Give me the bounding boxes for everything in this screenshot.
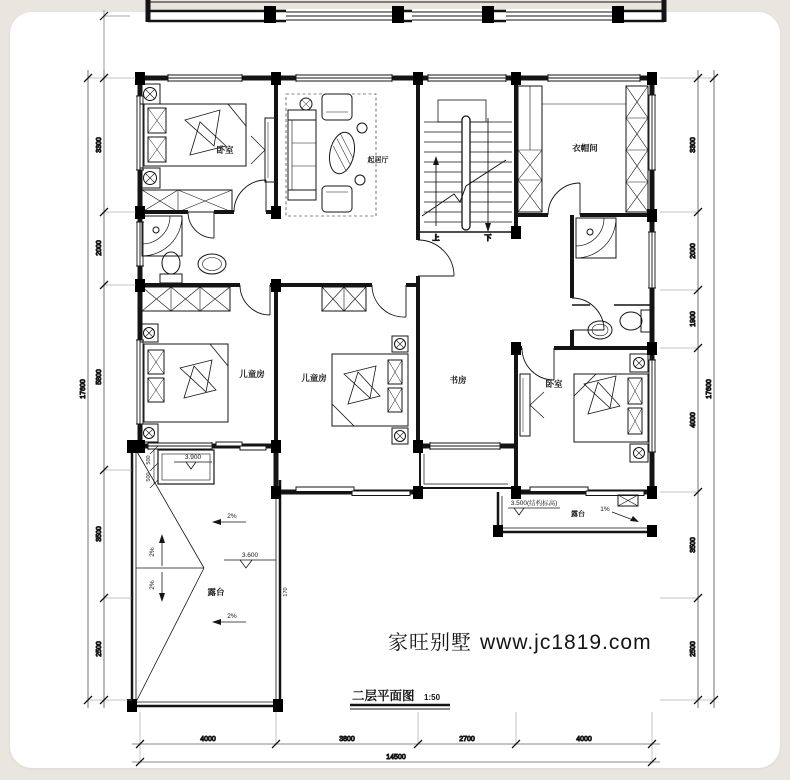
stair-down-label: 下	[484, 235, 492, 242]
dim-bottom-3: 4000	[576, 736, 592, 743]
rug	[286, 94, 376, 216]
slope-left-upper: 2%	[149, 547, 156, 557]
level-marker-terrace-left	[240, 560, 252, 568]
dim-bottom-1: 3800	[339, 736, 355, 743]
bed-bedroom-right	[574, 354, 648, 462]
terrace-left	[132, 446, 280, 706]
bed-kids-room-mid	[332, 336, 408, 444]
label-terrace-left: 露台	[207, 587, 225, 597]
title-block	[350, 688, 450, 709]
label-kids-room-mid: 儿童房	[301, 373, 327, 383]
label-cloakroom: 衣帽间	[572, 143, 598, 153]
dimension-chain-left	[80, 70, 136, 708]
dim-right-5: 2500	[690, 641, 697, 657]
slope-left-lower: 2%	[149, 580, 156, 590]
study-balcony	[420, 450, 512, 488]
balcony-landing	[150, 446, 214, 488]
level-marker-balcony	[186, 462, 196, 469]
bed-bedroom-top-left	[140, 84, 246, 188]
drawing-scale: 1:50	[424, 693, 441, 702]
toilet-left	[160, 274, 182, 283]
dim-balcony-a: 500	[146, 455, 152, 465]
dim-bottom-2: 2700	[459, 736, 475, 743]
level-terrace-left: 3.600	[241, 552, 259, 559]
terrace-slope-lines	[136, 450, 204, 702]
dim-bottom-0: 4000	[200, 736, 216, 743]
upper-plan-fragment	[100, 0, 664, 70]
label-living-hall: 起居厅	[367, 157, 389, 164]
label-terrace-right: 露台	[571, 511, 585, 518]
dim-right-3: 4000	[690, 412, 697, 428]
dim-bottom-total: 14500	[386, 754, 406, 761]
label-kids-room-left: 儿童房	[239, 369, 265, 379]
dimension-chain-right	[660, 70, 718, 708]
dim-left-0: 3300	[96, 137, 103, 153]
dim-left-1: 2000	[96, 240, 103, 256]
level-marker-terrace-right	[514, 508, 524, 515]
dim-left-total: 17600	[80, 379, 87, 399]
slope-arrows	[159, 519, 246, 625]
dim-right-4: 3500	[690, 537, 697, 553]
dim-left-2: 5800	[96, 369, 103, 385]
dimension-chain-bottom	[132, 712, 660, 766]
drawing-title: 二层平面图	[352, 689, 415, 703]
tv-cabinet-bedroom-left	[251, 118, 275, 182]
dim-left-4: 2500	[96, 641, 103, 657]
dim-right-total: 17600	[706, 379, 713, 399]
level-labels	[185, 454, 557, 559]
slope-left-bottom: 2%	[227, 613, 237, 620]
dim-railing-height: 170	[283, 587, 289, 597]
watermark	[388, 631, 652, 654]
stair-handrail	[462, 116, 470, 230]
watermark-brand: 家旺别墅	[388, 632, 472, 654]
dim-balcony-b: 500	[146, 472, 152, 482]
dim-left-3: 3500	[96, 526, 103, 542]
watermark-site: www.jc1819.com	[480, 631, 652, 654]
label-study: 书房	[449, 375, 467, 385]
interior-walls	[140, 78, 652, 492]
tv-cabinet-bedroom-right	[520, 374, 544, 436]
level-terrace-right: 3.500(结构标高)	[510, 500, 558, 507]
label-bedroom-top-left: 卧室	[216, 145, 234, 155]
dim-right-2: 1900	[690, 311, 697, 327]
label-bedroom-right: 卧室	[545, 379, 563, 389]
windows	[136, 74, 656, 452]
dim-right-0: 3300	[690, 137, 697, 153]
slope-right: 1%	[600, 506, 610, 513]
bathroom-left	[142, 216, 226, 283]
slope-left-top: 2%	[227, 513, 237, 520]
bed-kids-room-left	[140, 324, 228, 442]
dim-right-1: 2000	[690, 243, 697, 259]
level-balcony: 3.900	[184, 454, 202, 461]
stair-up-label: 上	[432, 235, 440, 242]
staircase	[422, 100, 512, 242]
bathroom-right	[576, 218, 650, 339]
sofa-set	[286, 94, 376, 216]
